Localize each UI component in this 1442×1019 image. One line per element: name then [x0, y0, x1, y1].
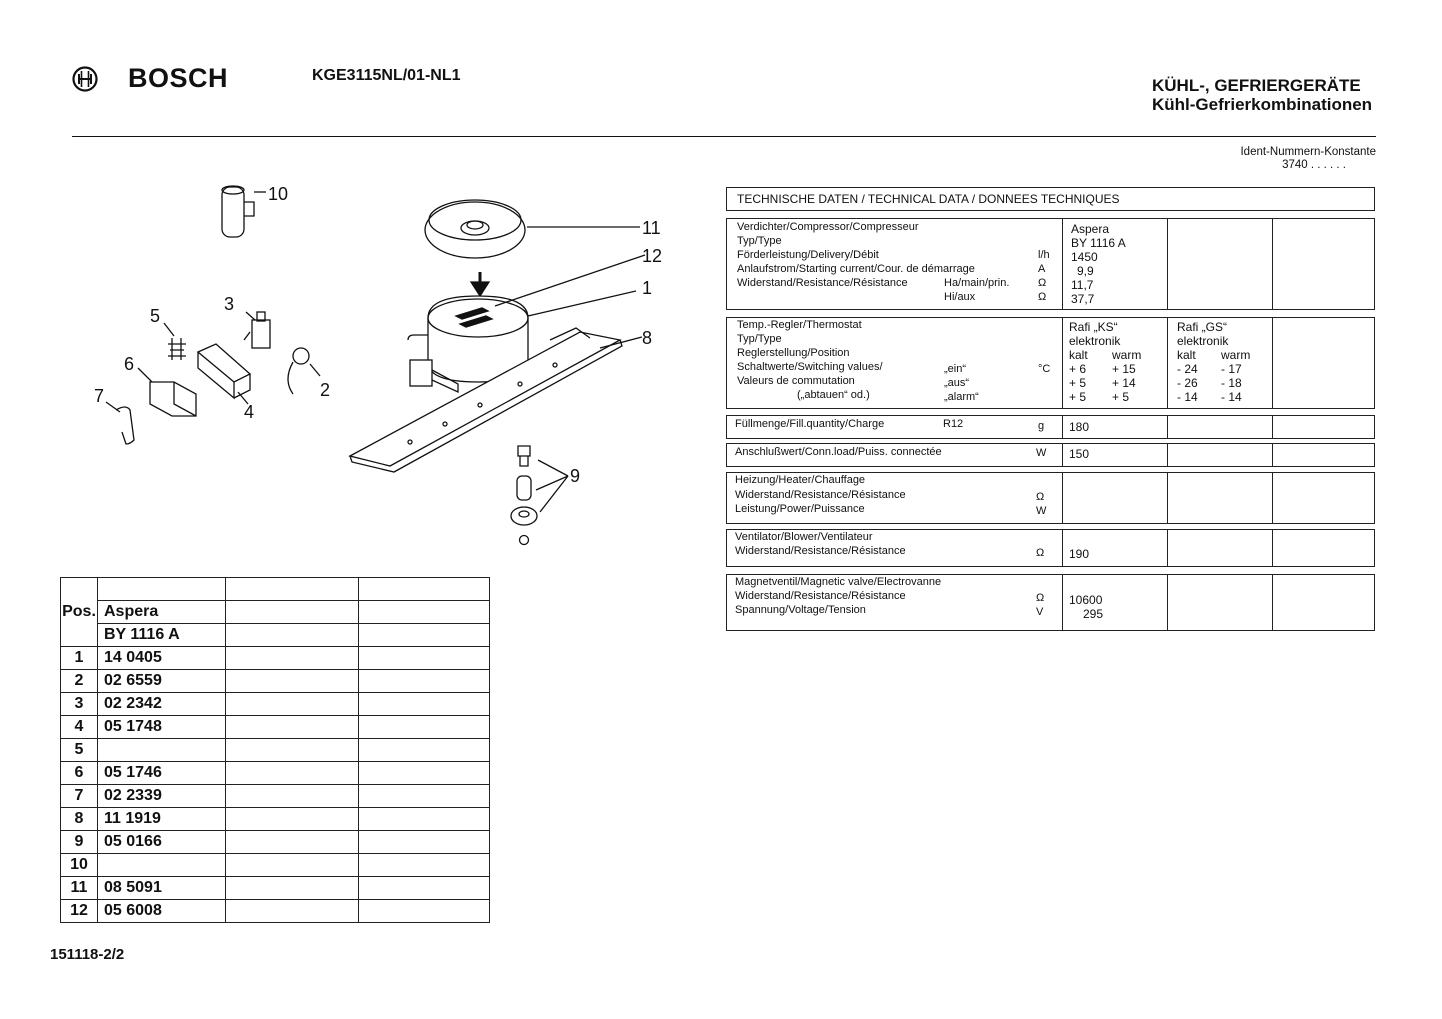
callout-11: 11 [642, 218, 661, 238]
bosch-logo-icon [72, 66, 98, 92]
table-row: 1 14 0405 [61, 647, 490, 670]
pos-header: Pos. [61, 578, 98, 647]
part-3-switch [244, 312, 270, 348]
callout-12: 12 [642, 246, 663, 266]
part-6-housing [138, 368, 196, 416]
table-row: 7 02 2339 [61, 785, 490, 808]
header-divider [72, 136, 1376, 137]
blower-section: Ventilator/Blower/Ventilateur Widerstand/Resistance/Résistance Ω 190 [726, 529, 1375, 567]
callout-3: 3 [224, 294, 235, 314]
table-row: 2 02 6559 [61, 670, 490, 693]
parts-table [60, 577, 490, 923]
ident-label: Ident-Nummern-Konstante [1240, 146, 1376, 158]
category-title: KÜHL-, GEFRIERGERÄTE [1152, 76, 1361, 95]
callout-2: 2 [320, 380, 331, 400]
col-header-model: BY 1116 A [98, 624, 226, 647]
part-4-thermostat [198, 344, 250, 404]
table-row: 6 05 1746 [61, 762, 490, 785]
callout-10: 10 [268, 184, 289, 204]
table-row: 8 11 1919 [61, 808, 490, 831]
thermostat-section: Temp.-Regler/Thermostat Typ/Type Reglerstellung/Position Schaltwerte/Switching values/ Valeurs de commutation („abtauen“ od.) „ein“ „aus“ „alarm“ °C Rafi „KS“ elektronik kalt warm + 6 + 5 + 5 + 15 + 14 + 5 Rafi „GS“ elektronik kalt warm - 24 - 26 - 14 - 17 - 18 - 14 [726, 317, 1375, 409]
table-row: 10 [61, 854, 490, 877]
part-2-plug [288, 348, 320, 394]
table-row: 3 02 2342 [61, 693, 490, 716]
ident-block [1240, 146, 1376, 172]
connection-load-section: Anschlußwert/Conn.load/Puiss. connectée W 150 [726, 443, 1375, 467]
category-subtitle: Kühl-Gefrierkombinationen [1152, 95, 1373, 114]
callout-8: 8 [642, 328, 653, 348]
brand-name: BOSCH [128, 63, 229, 93]
magnetic-valve-section: Magnetventil/Magnetic valve/Electrovanne Widerstand/Resistance/Résistance Spannung/Voltage/Tension Ω V 10600 295 [726, 574, 1375, 631]
callout-1: 1 [642, 278, 653, 298]
part-10-capacitor [222, 186, 266, 237]
callout-7: 7 [94, 386, 105, 406]
callout-6: 6 [124, 354, 135, 374]
table-row: 12 05 6008 [61, 900, 490, 923]
table-row: 9 05 0166 [61, 831, 490, 854]
part-5-clip [164, 323, 186, 360]
table-row: 11 08 5091 [61, 877, 490, 900]
document-number: 151118-2/2 [50, 946, 125, 963]
model-number: KGE3115NL/01-NL1 [312, 67, 461, 84]
fill-quantity-section: Füllmenge/Fill.quantity/Charge R12 g 180 [726, 415, 1375, 439]
compressor-section: Verdichter/Compressor/Compresseur Typ/Type Förderleistung/Delivery/Débit Anlaufstrom/Starting current/Cour. de démarrage Widerstand/Resistance/Résistance Ha/main/prin. Hi/aux l/h A Ω Ω Aspera BY 1116 A 1450 9,9 11,7 37,7 [726, 218, 1375, 310]
parts-diagram [80, 170, 700, 560]
tech-title-box [726, 187, 1375, 211]
table-row: 5 [61, 739, 490, 762]
part-11-cover [425, 200, 640, 258]
col-header-brand: Aspera [98, 601, 226, 624]
callout-5: 5 [150, 306, 161, 326]
heater-section: Heizung/Heater/Chauffage Widerstand/Resistance/Résistance Leistung/Power/Puissance Ω W [726, 472, 1375, 524]
table-row: 4 05 1748 [61, 716, 490, 739]
callout-9: 9 [570, 466, 581, 486]
callout-4: 4 [244, 402, 255, 422]
part-7-bracket [106, 402, 134, 444]
tech-title: TECHNISCHE DATEN / TECHNICAL DATA / DONNEES TECHNIQUES [737, 192, 1120, 206]
part-9-mounting-set [511, 446, 568, 545]
ident-value: 3740 . . . . . . [1282, 159, 1346, 171]
